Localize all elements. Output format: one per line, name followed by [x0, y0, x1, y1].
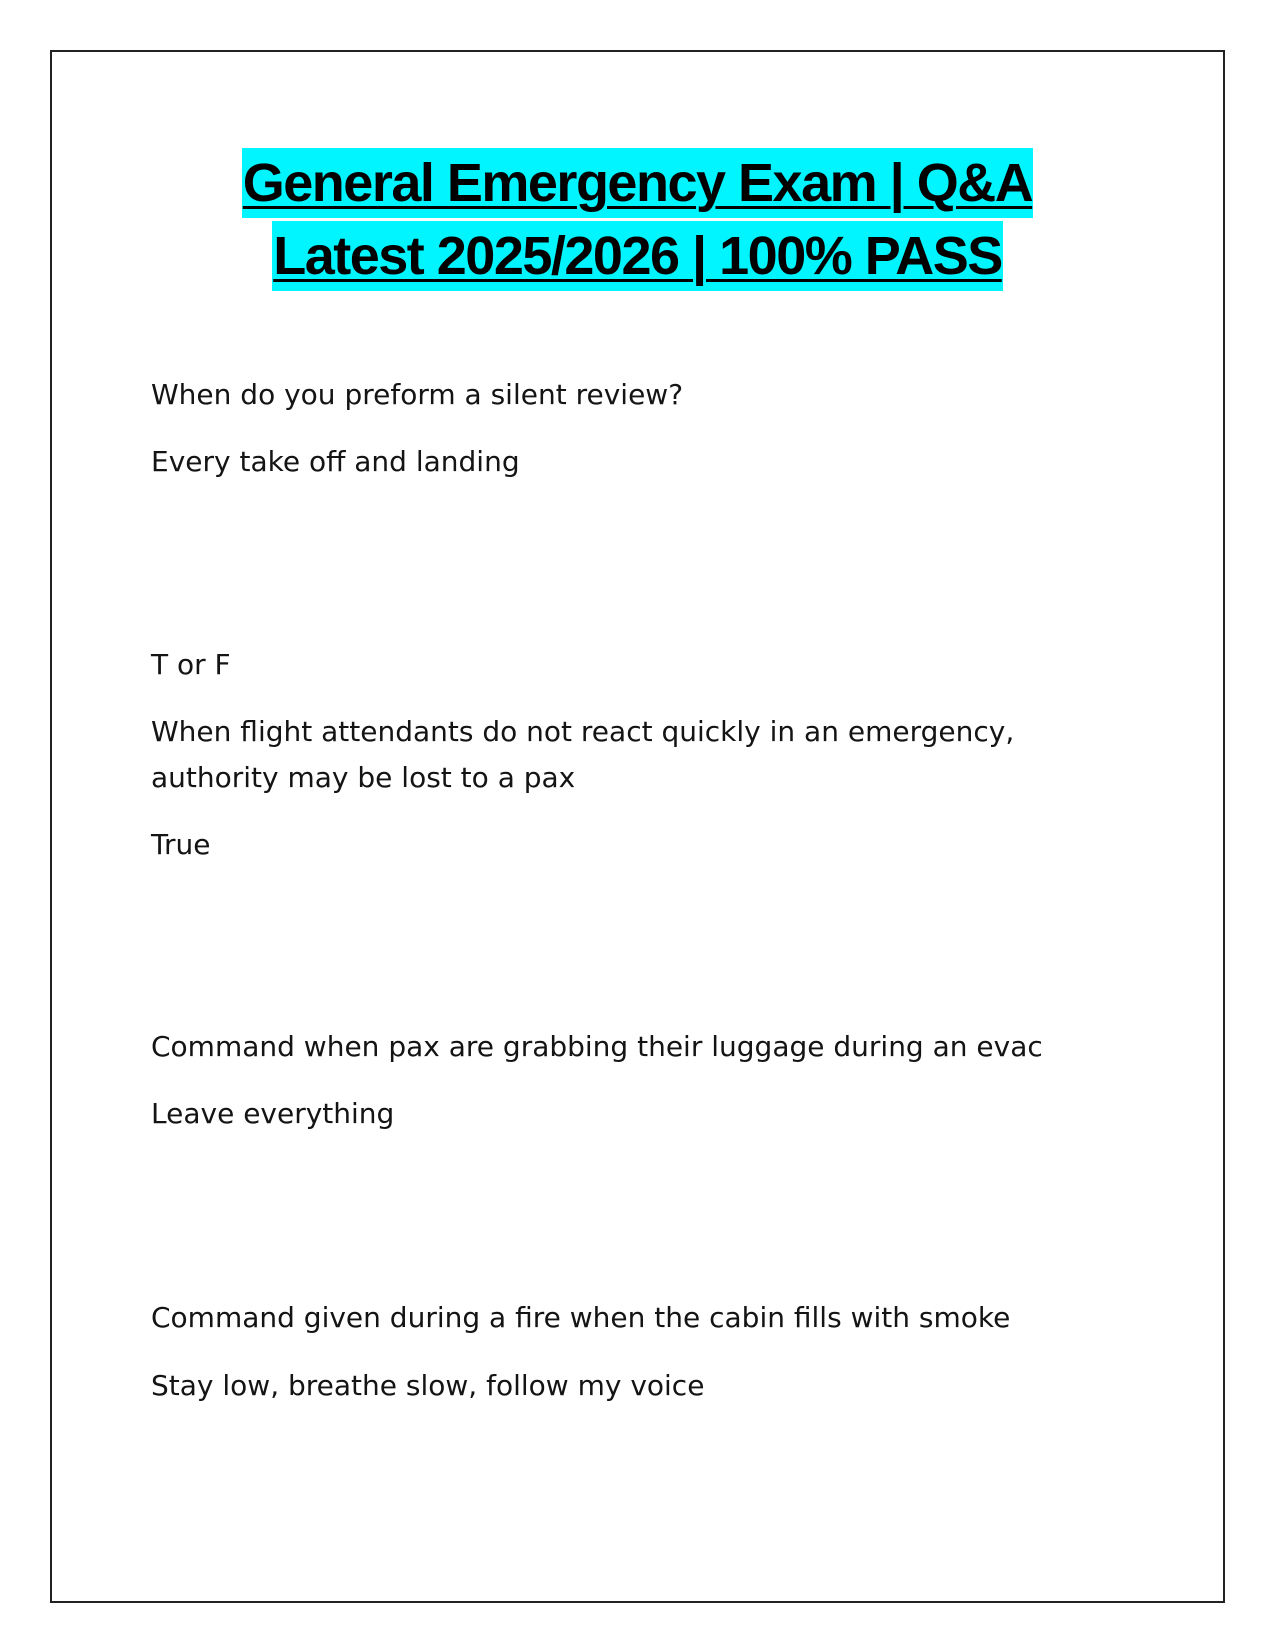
- question-4: Command given during a fire when the cabin fills with smoke: [151, 1301, 1011, 1334]
- answer-1: Every take off and landing: [151, 445, 520, 478]
- question-2: When flight attendants do not react quickly in an emergency, authority may be lost to a pax: [151, 715, 1015, 794]
- title-line-2: Latest 2025/2026 | 100% PASS: [272, 221, 1003, 291]
- document-title: [0, 148, 1275, 294]
- answer-3: Leave everything: [151, 1097, 395, 1130]
- question-1: When do you preform a silent review?: [151, 378, 684, 411]
- question-2-label: T or F: [151, 648, 231, 681]
- answer-2: True: [151, 828, 211, 861]
- question-3: Command when pax are grabbing their luggage during an evac: [151, 1030, 1043, 1063]
- title-line-1: General Emergency Exam | Q&A: [242, 148, 1033, 218]
- answer-4: Stay low, breathe slow, follow my voice: [151, 1369, 705, 1402]
